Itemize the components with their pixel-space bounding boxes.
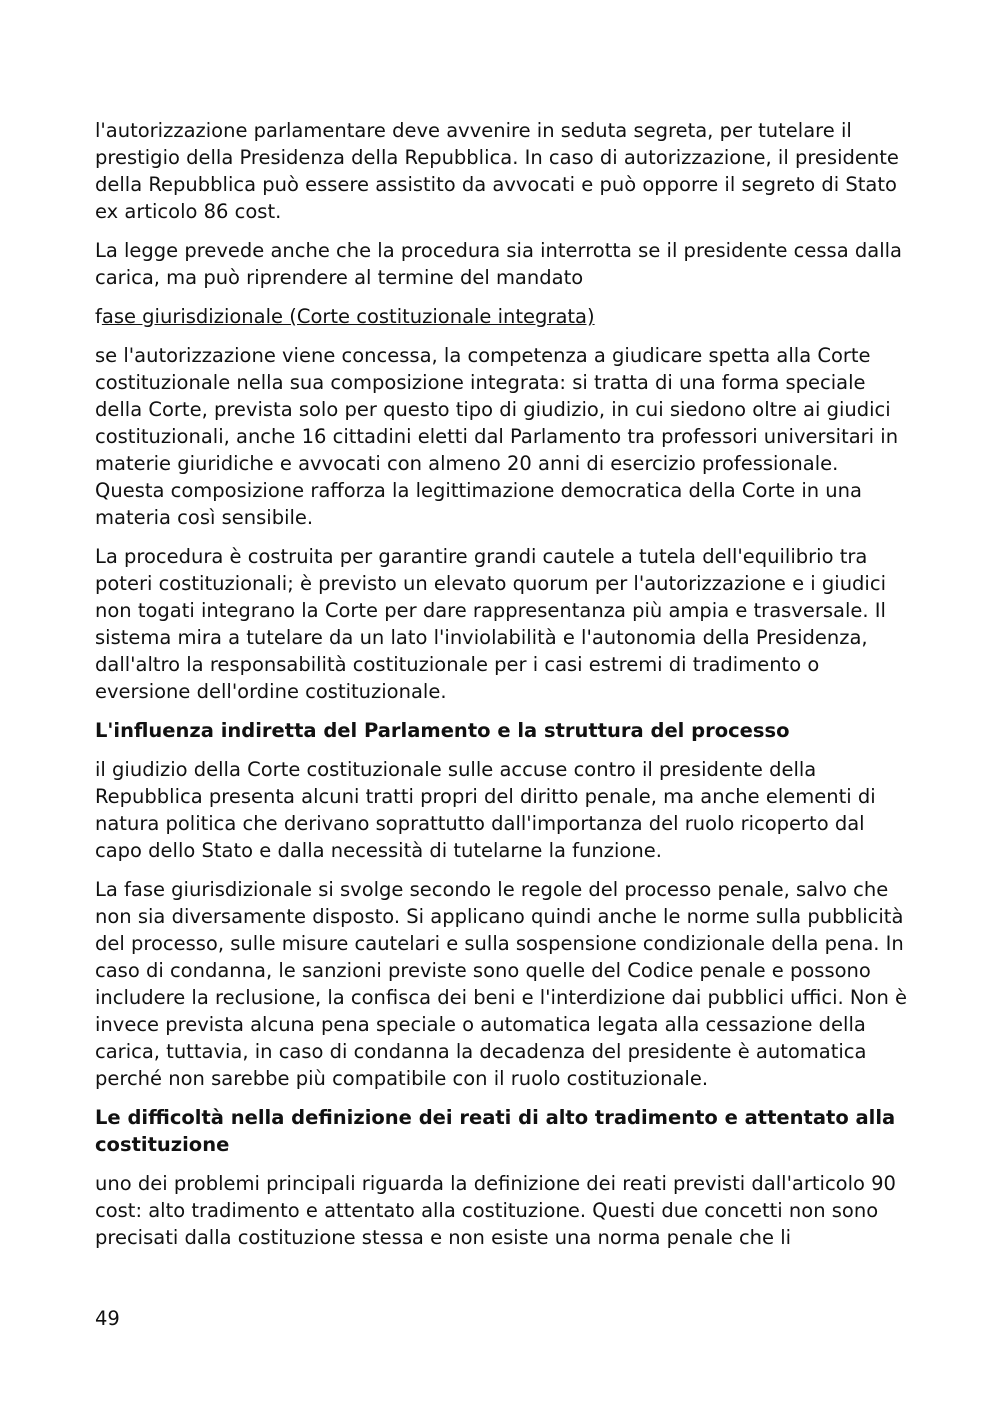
document-page xyxy=(95,117,910,1263)
section-heading-difficolta: Le difficoltà nella definizione dei reati di alto tradimento e attentato alla costituzione xyxy=(95,1106,896,1156)
paragraph-definizione-reati: uno dei problemi principali riguarda la definizione dei reati previsti dall'articolo 90 cost: alto tradimento e attentato alla costituzione. Questi due concetti non sono precisati dalla costituzione stessa e non esiste una norma penale che li xyxy=(95,1172,896,1249)
subheading-first-letter: f xyxy=(95,305,102,328)
paragraph-giudizio-corte: il giudizio della Corte costituzionale sulle accuse contro il presidente della Repubblica presenta alcuni tratti propri del diritto penale, ma anche elementi di natura politica che derivano soprattutto dall'importanza del ruolo ricoperto dal capo dello Stato e dalla necessità di tutelarne la funzione. xyxy=(95,758,876,862)
paragraph-interruzione: La legge prevede anche che la procedura sia interrotta se il presidente cessa dalla carica, ma può riprendere al termine del mandato xyxy=(95,239,902,289)
page-number: 49 xyxy=(95,1307,120,1330)
paragraph-autorizzazione: l'autorizzazione parlamentare deve avvenire in seduta segreta, per tutelare il prestigio della Presidenza della Repubblica. In caso di autorizzazione, il presidente della Repubblica può essere assistito da avvocati e può opporre il segreto di Stato ex articolo 86 cost. xyxy=(95,119,899,223)
section-heading-influenza: L'influenza indiretta del Parlamento e la struttura del processo xyxy=(95,719,790,742)
paragraph-fase-giurisdizionale: La fase giurisdizionale si svolge secondo le regole del processo penale, salvo che non sia diversamente disposto. Si applicano quindi anche le norme sulla pubblicità del processo, sulle misure cautelari e sulla sospensione condizionale della pena. In caso di condanna, le sanzioni previste sono quelle del Codice penale e possono includere la reclusione, la confisca dei beni e l'interdizione dai pubblici uffici. Non è invece prevista alcuna pena speciale o automatica legata alla cessazione della carica, tuttavia, in caso di condanna la decadenza del presidente è automatica perché non sarebbe più compatibile con il ruolo costituzionale. xyxy=(95,878,908,1090)
paragraph-procedura-cautele: La procedura è costruita per garantire grandi cautele a tutela dell'equilibrio tra poteri costituzionali; è previsto un elevato quorum per l'autorizzazione e i giudici non togati integrano la Corte per dare rappresentanza più ampia e trasversale. Il sistema mira a tutelare da un lato l'inviolabilità e l'autonomia della Presidenza, dall'altro la responsabilità costituzionale per i casi estremi di tradimento o eversione dell'ordine costituzionale. xyxy=(95,545,886,703)
subheading-fase-giurisdizionale xyxy=(95,303,910,330)
subheading-underlined-text: ase giurisdizionale (Corte costituzionale integrata) xyxy=(101,305,595,328)
paragraph-corte-integrata: se l'autorizzazione viene concessa, la competenza a giudicare spetta alla Corte costituzionale nella sua composizione integrata: si tratta di una forma speciale della Corte, prevista solo per questo tipo di giudizio, in cui siedono oltre ai giudici costituzionali, anche 16 cittadini eletti dal Parlamento tra professori universitari in materie giuridiche e avvocati con almeno 20 anni di esercizio professionale. Questa composizione rafforza la legittimazione democratica della Corte in una materia così sensibile. xyxy=(95,344,899,529)
